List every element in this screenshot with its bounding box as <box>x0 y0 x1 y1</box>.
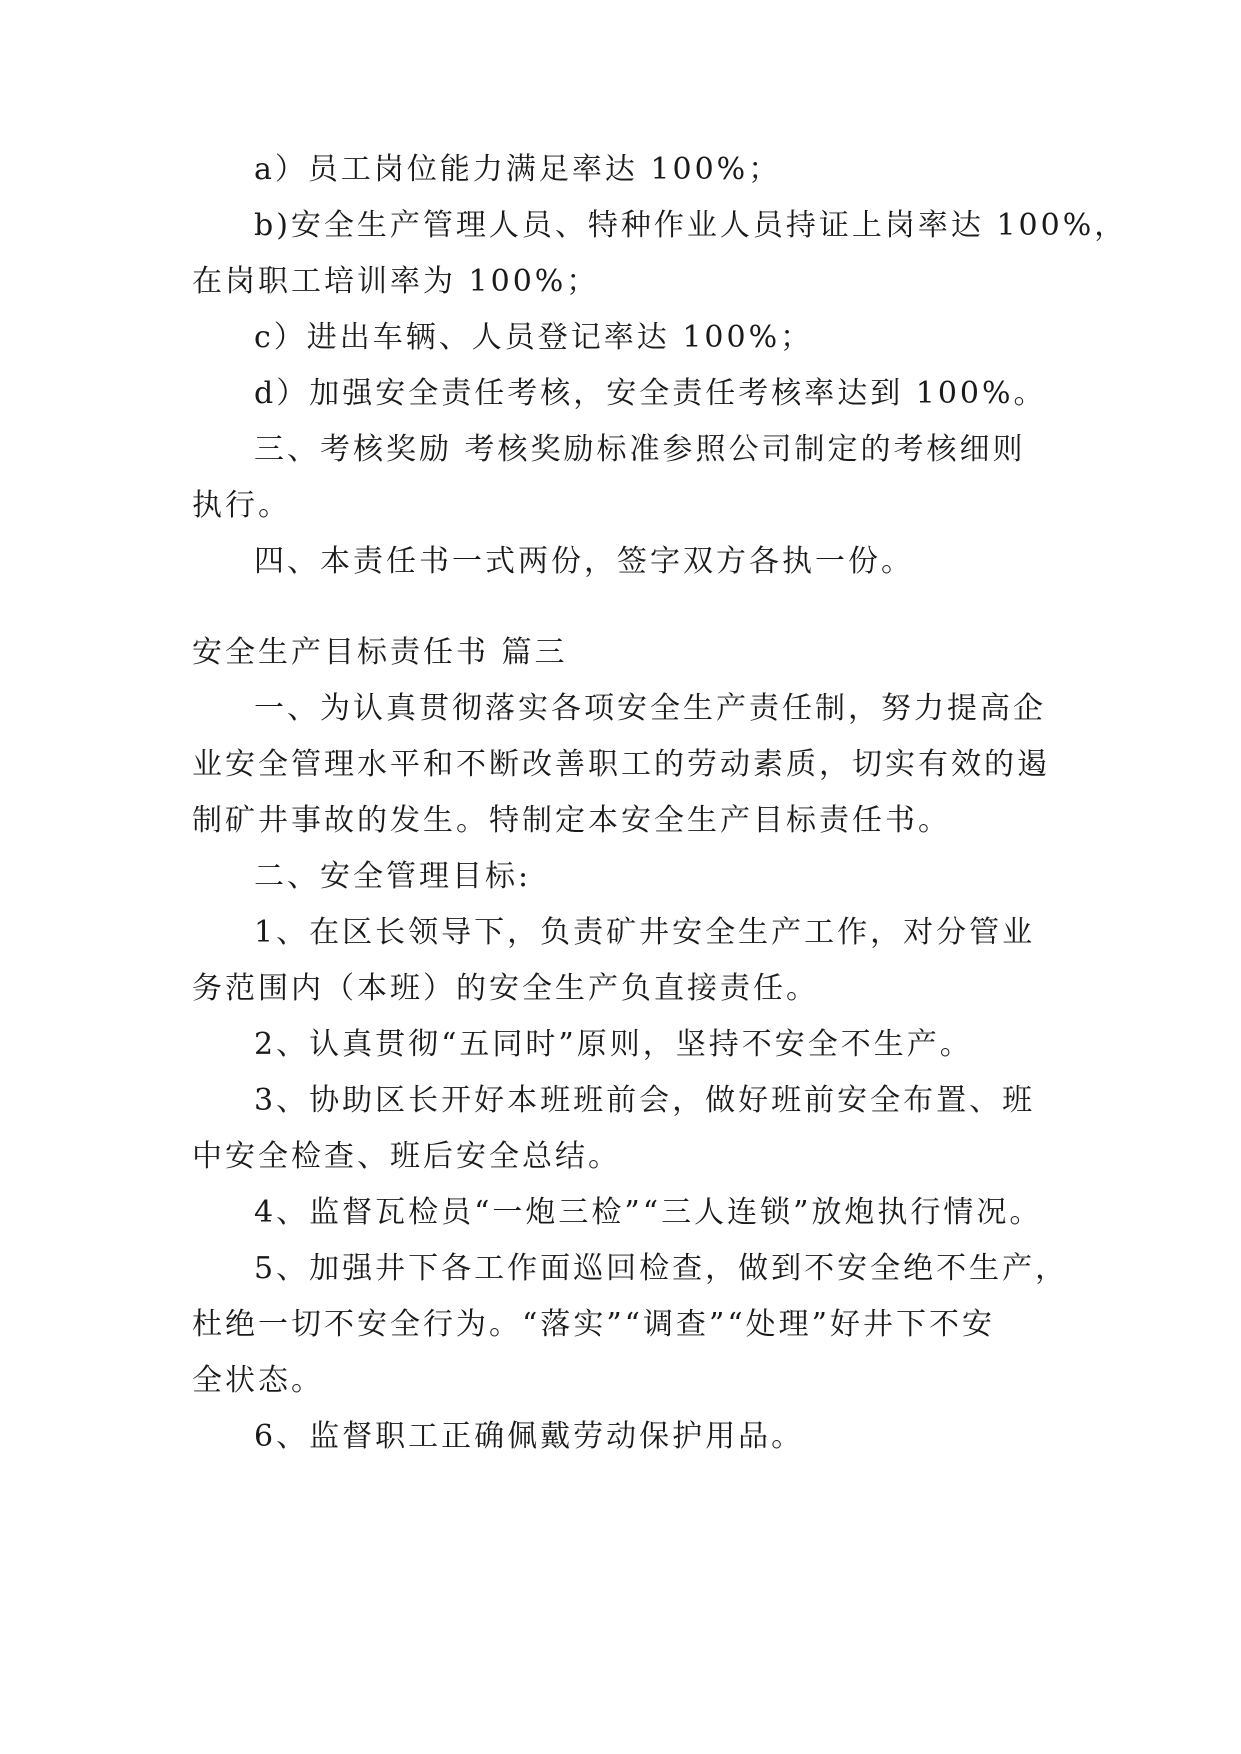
section-three-continuation: 执行。 <box>192 488 291 523</box>
item-1-line-2: 务范围内（本班）的安全生产负直接责任。 <box>192 971 819 1006</box>
item-a-line: a）员工岗位能力满足率达 100%； <box>254 152 782 187</box>
section-heading: 安全生产目标责任书 篇三 <box>192 635 568 670</box>
section-four-line: 四、本责任书一式两份，签字双方各执一份。 <box>254 544 914 579</box>
item-1-line-1: 1、在区长领导下，负责矿井安全生产工作，对分管业 <box>254 915 1036 950</box>
item-d-line: d）加强安全责任考核，安全责任考核率达到 100%。 <box>254 376 1047 411</box>
paragraph-one-line-1: 一、为认真贯彻落实各项安全生产责任制，努力提高企 <box>254 691 1046 726</box>
section-three-line: 三、考核奖励 考核奖励标准参照公司制定的考核细则 <box>254 432 1026 467</box>
item-b-line: b)安全生产管理人员、特种作业人员持证上岗率达 100%， <box>254 208 1128 243</box>
paragraph-one-line-2: 业安全管理水平和不断改善职工的劳动素质，切实有效的遏 <box>192 747 1050 782</box>
item-2-line: 2、认真贯彻“五同时”原则，坚持不安全不生产。 <box>254 1027 973 1062</box>
item-5-line-1: 5、加强井下各工作面巡回检查，做到不安全绝不生产， <box>254 1251 1069 1286</box>
item-3-line-1: 3、协助区长开好本班班前会，做好班前安全布置、班 <box>254 1083 1036 1118</box>
paragraph-two-line: 二、安全管理目标: <box>254 859 532 894</box>
item-3-line-2: 中安全检查、班后安全总结。 <box>192 1139 621 1174</box>
paragraph-one-line-3: 制矿井事故的发生。特制定本安全生产目标责任书。 <box>192 803 951 838</box>
item-6-line: 6、监督职工正确佩戴劳动保护用品。 <box>254 1419 805 1454</box>
item-4-line: 4、监督瓦检员“一炮三检”“三人连锁”放炮执行情况。 <box>254 1195 1043 1230</box>
item-5-line-3: 全状态。 <box>192 1363 324 1398</box>
item-c-line: c）进出车辆、人员登记率达 100%； <box>254 320 814 355</box>
item-b-continuation: 在岗职工培训率为 100%； <box>192 264 600 299</box>
item-5-line-2: 杜绝一切不安全行为。“落实”“调查”“处理”好井下不安 <box>192 1307 996 1342</box>
